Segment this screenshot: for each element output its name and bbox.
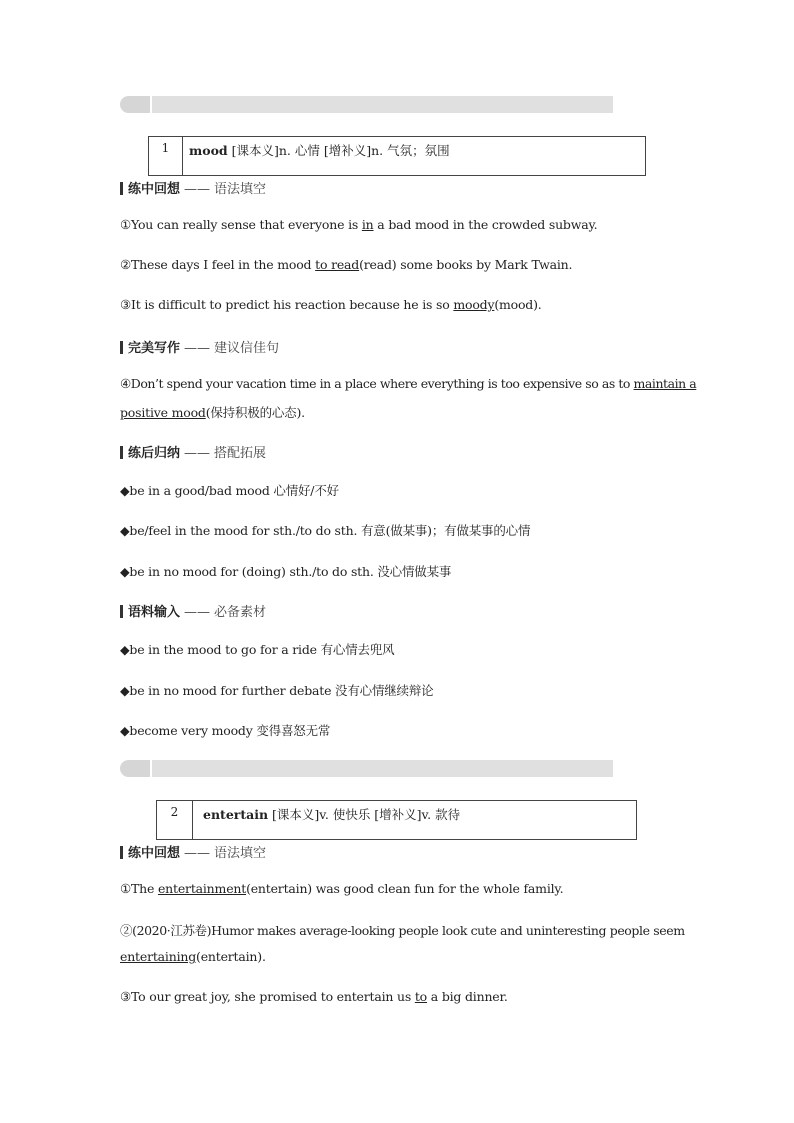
material-line: ◆be in no mood for further debate 没有心情继续辩论 [120,683,434,698]
section-heading: 练后归纳 —— 搭配拓展 [120,442,266,461]
answer: to read [315,257,360,272]
answer: in [361,217,374,232]
section-heading: 完美写作 —— 建议信佳句 [120,337,279,356]
entry-number: 2 [157,801,193,839]
exercise-line: ①You can really sense that everyone is in a bad mood in the crowded subway. [120,217,598,232]
entry-definition: mood [课本义]n. 心情 [增补义]n. 气氛；氛围 [189,143,450,158]
exercise-line: ③To our great joy, she promised to entertain us to a big dinner. [120,989,508,1004]
entry-1-banner [120,96,613,113]
answer: to [414,989,428,1004]
material-line: ◆become very moody 变得喜怒无常 [120,723,331,738]
collocation-line: ◆be/feel in the mood for sth./to do sth. 有意(做某事)；有做某事的心情 [120,523,531,538]
section-heading: 练中回想 —— 语法填空 [120,842,266,861]
answer: entertaining [120,949,197,964]
section-heading: 语料输入 —— 必备素材 [120,601,266,620]
entry-2-banner [120,760,613,777]
exercise-line: ③It is difficult to predict his reaction because he is so moody(mood). [120,297,542,312]
exercise-line: positive mood(保持积极的心态). [120,405,305,420]
answer: maintain a [633,376,697,391]
answer: entertainment [157,881,247,896]
exercise-line: ①The entertainment(entertain) was good clean fun for the whole family. [120,881,564,896]
collocation-line: ◆be in no mood for (doing) sth./to do sth. 没心情做某事 [120,564,452,579]
entry-1-word-box [148,136,646,176]
exercise-line: ②These days I feel in the mood to read(read) some books by Mark Twain. [120,257,573,272]
collocation-line: ◆be in a good/bad mood 心情好/不好 [120,483,339,498]
section-heading: 练中回想 —— 语法填空 [120,178,266,197]
entry-definition: entertain [课本义]v. 使快乐 [增补义]v. 款待 [203,807,461,822]
exercise-line: ④Don’t spend your vacation time in a place where everything is too expensive so as to maintain a [120,376,697,391]
exercise-line: entertaining(entertain). [120,949,266,964]
answer: moody [453,297,495,312]
entry-2-word-box [156,800,637,840]
material-line: ◆be in the mood to go for a ride 有心情去兜风 [120,642,395,657]
entry-number: 1 [149,137,183,175]
answer: positive mood [120,405,206,420]
exercise-line: ②(2020·江苏卷)Humor makes average-looking people look cute and uninteresting people seem [120,923,685,938]
